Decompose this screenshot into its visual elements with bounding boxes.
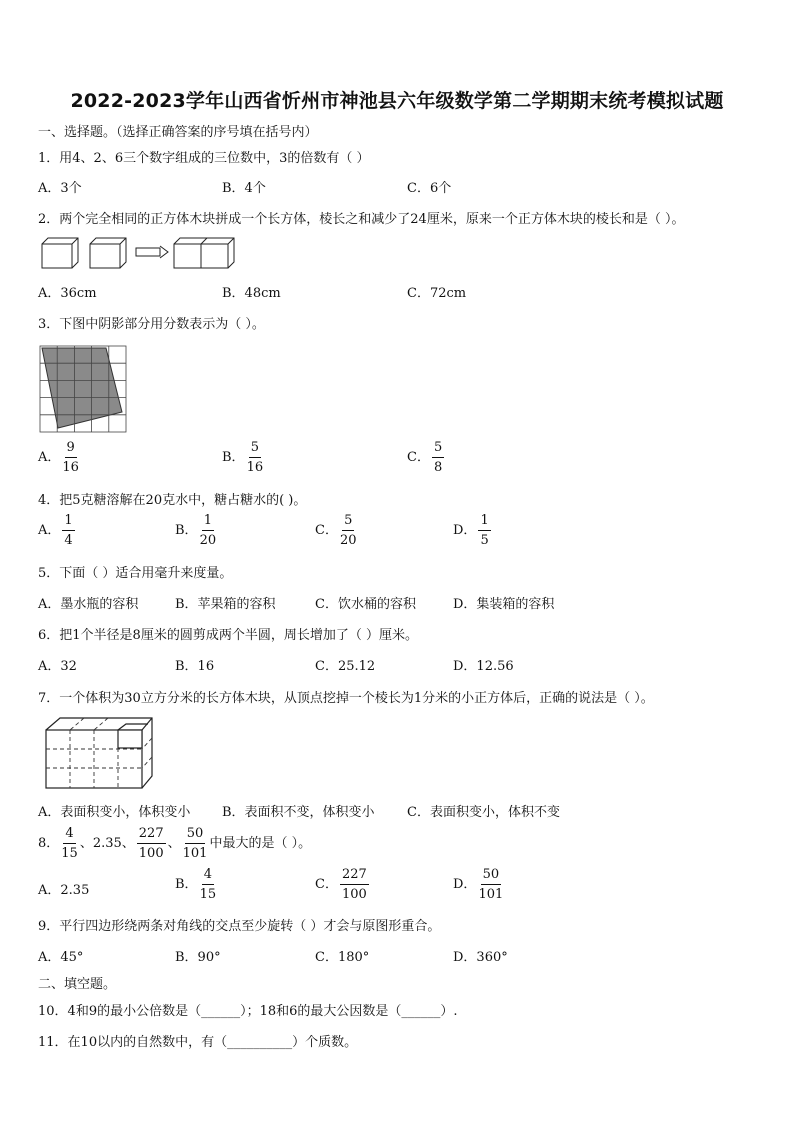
q3-c-denominator: 8 — [433, 460, 443, 475]
cubes-figure — [38, 236, 238, 270]
question-2: 2．两个完全相同的正方体木块拼成一个长方体，棱长之和减少了24厘米，原来一个正方体木块的棱长和是（ ）。 — [38, 212, 685, 227]
q5-option-b[interactable]: B．苹果箱的容积 — [175, 597, 276, 612]
q9-option-d[interactable]: D．360° — [453, 950, 508, 965]
q4-option-d-label: D． — [453, 523, 477, 538]
q8-option-a[interactable]: A．2.35 — [38, 883, 90, 898]
q8-b-numerator: 4 — [202, 868, 214, 885]
q3-c-numerator: 5 — [432, 441, 444, 458]
question-4: 4．把5克糖溶解在20克水中，糖占糖水的( )。 — [38, 493, 307, 508]
q3-a-numerator: 9 — [65, 441, 77, 458]
q3-option-a-label: A． — [38, 450, 61, 465]
q8-option-d-label: D． — [453, 877, 477, 892]
q4-c-numerator: 5 — [342, 514, 354, 531]
q8-f2-numerator: 227 — [137, 827, 166, 844]
q7-option-c[interactable]: C．表面积变小，体积不变 — [407, 805, 560, 820]
question-3: 3．下图中阴影部分用分数表示为（ ）。 — [38, 317, 265, 332]
question-7: 7．一个体积为30立方分米的长方体木块，从顶点挖掉一个棱长为1分米的小正方体后，正确的说法是（ ）。 — [38, 691, 654, 706]
q1-option-c[interactable]: C．6个 — [407, 181, 452, 196]
q6-option-b[interactable]: B．16 — [175, 659, 215, 674]
q8-f3-denominator: 101 — [182, 846, 208, 861]
question-9: 9．平行四边形绕两条对角线的交点至少旋转（ ）才会与原图形重合。 — [38, 919, 441, 934]
question-5: 5．下面（ ）适合用毫升来度量。 — [38, 566, 233, 581]
q8-option-b[interactable] — [175, 868, 218, 901]
cuboid-figure — [42, 716, 154, 792]
q3-b-numerator: 5 — [249, 441, 261, 458]
q8-number: 8． — [38, 836, 60, 851]
q4-a-denominator: 4 — [64, 533, 73, 548]
question-11: 11．在10以内的自然数中，有（__________）个质数。 — [38, 1035, 358, 1050]
q8-c-numerator: 227 — [340, 868, 369, 885]
question-1: 1．用4、2、6三个数字组成的三位数中，3的倍数有（ ） — [38, 151, 370, 166]
q2-option-b[interactable]: B．48cm — [222, 286, 281, 301]
q8-middle-text: 、2.35、 — [79, 836, 135, 851]
q4-option-a-label: A． — [38, 523, 61, 538]
q8-f1-denominator: 15 — [61, 846, 78, 861]
q5-option-c[interactable]: C．饮水桶的容积 — [315, 597, 416, 612]
q4-a-numerator: 1 — [62, 514, 74, 531]
q1-option-a[interactable]: A．3个 — [38, 181, 82, 196]
q4-d-denominator: 5 — [480, 533, 489, 548]
q8-f3-numerator: 50 — [185, 827, 206, 844]
question-6: 6．把1个半径是8厘米的圆剪成两个半圆，周长增加了（ ）厘米。 — [38, 628, 418, 643]
q8-option-c[interactable] — [315, 868, 371, 901]
q8-f2-denominator: 100 — [138, 846, 164, 861]
q8-b-denominator: 15 — [199, 887, 217, 902]
q8-f1-numerator: 4 — [63, 827, 75, 844]
q4-c-denominator: 20 — [339, 533, 357, 548]
q7-option-b[interactable]: B．表面积不变，体积变小 — [222, 805, 375, 820]
section-heading-fill: 二、填空题。 — [38, 977, 117, 992]
q8-d-numerator: 50 — [481, 868, 502, 885]
page-title: 2022-2023学年山西省忻州市神池县六年级数学第二学期期末统考模拟试题 — [70, 90, 724, 112]
q3-a-denominator: 16 — [62, 460, 79, 475]
q2-option-c[interactable]: C．72cm — [407, 286, 467, 301]
q8-separator: 、 — [167, 836, 181, 851]
q4-option-c[interactable] — [315, 514, 359, 547]
q4-option-d[interactable] — [453, 514, 493, 547]
q3-option-b[interactable] — [222, 441, 265, 474]
q3-option-b-label: B． — [222, 450, 245, 465]
q9-option-a[interactable]: A．45° — [38, 950, 84, 965]
q3-b-denominator: 16 — [246, 460, 264, 475]
q4-b-numerator: 1 — [202, 514, 214, 531]
q5-option-d[interactable]: D．集装箱的容积 — [453, 597, 555, 612]
q8-c-denominator: 100 — [341, 887, 367, 902]
q8-option-c-label: C． — [315, 877, 338, 892]
section-heading-choice: 一、选择题。（选择正确答案的序号填在括号内） — [38, 125, 318, 140]
q9-option-c[interactable]: C．180° — [315, 950, 370, 965]
q6-option-c[interactable]: C．25.12 — [315, 659, 376, 674]
q3-option-c-label: C． — [407, 450, 430, 465]
q6-option-a[interactable]: A．32 — [38, 659, 77, 674]
q3-option-a[interactable] — [38, 441, 81, 474]
question-8 — [38, 827, 311, 860]
q3-option-c[interactable] — [407, 441, 446, 474]
q4-b-denominator: 20 — [199, 533, 217, 548]
q5-option-a[interactable]: A．墨水瓶的容积 — [38, 597, 139, 612]
q8-option-b-label: B． — [175, 877, 198, 892]
q4-option-a[interactable] — [38, 514, 77, 547]
q8-d-denominator: 101 — [478, 887, 504, 902]
q2-option-a[interactable]: A．36cm — [38, 286, 97, 301]
shaded-square-grid — [38, 344, 128, 434]
q4-d-numerator: 1 — [478, 514, 490, 531]
q1-option-b[interactable]: B．4个 — [222, 181, 266, 196]
q8-option-d[interactable] — [453, 868, 505, 901]
q4-option-c-label: C． — [315, 523, 338, 538]
question-10: 10．4和9的最小公倍数是（______）；18和6的最大公因数是（______）. — [38, 1004, 458, 1019]
q4-option-b-label: B． — [175, 523, 198, 538]
q6-option-d[interactable]: D．12.56 — [453, 659, 514, 674]
q4-option-b[interactable] — [175, 514, 218, 547]
q9-option-b[interactable]: B．90° — [175, 950, 221, 965]
q8-tail-text: 中最大的是（ ）。 — [209, 836, 312, 851]
q7-option-a[interactable]: A．表面积变小，体积变小 — [38, 805, 191, 820]
